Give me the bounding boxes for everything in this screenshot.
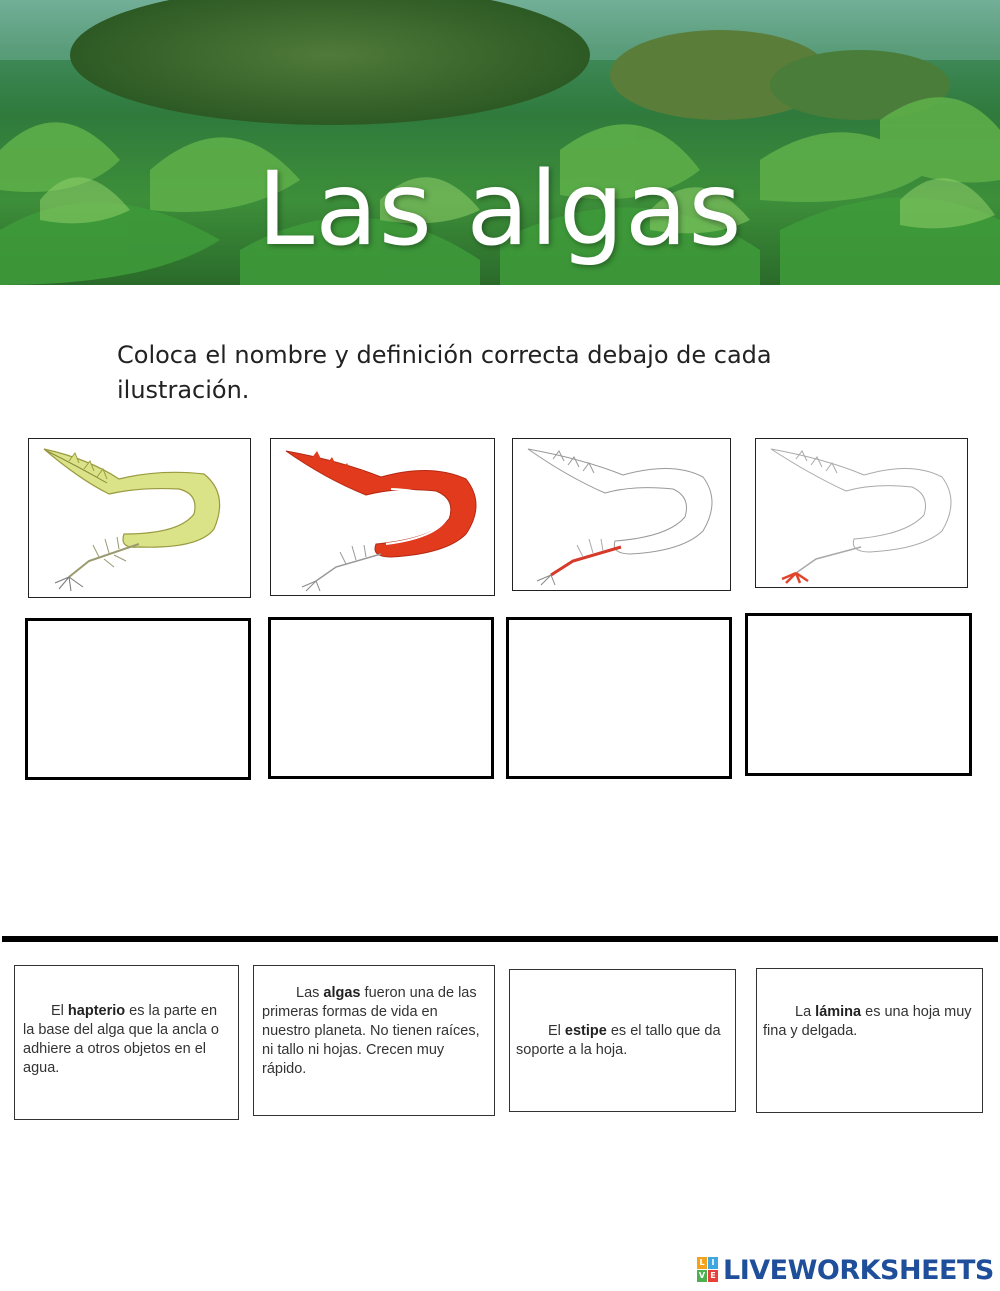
definition-card-lamina[interactable]: La lámina es una hoja muy fina y delgada.	[756, 968, 983, 1113]
term-algas: algas	[323, 985, 361, 1001]
liveworksheets-icon: L I V E	[697, 1257, 719, 1283]
illustration-holdfast	[755, 438, 968, 588]
brand-name: LIVEWORKSHEETS	[723, 1254, 994, 1286]
liveworksheets-logo	[697, 1254, 994, 1286]
definition-card-hapterio[interactable]: El hapterio es la parte en la base del alga que la ancla o adhiere a otros objetos en el agua.	[14, 965, 239, 1120]
definition-card-algas[interactable]: Las algas fueron una de las primeras formas de vida en nuestro planeta. No tienen raíces, ni tallo ni hojas. Crecen muy rápido.	[253, 965, 495, 1116]
definition-card-estipe[interactable]: El estipe es el tallo que da soporte a la hoja.	[509, 969, 736, 1112]
illustration-whole-seaweed	[28, 438, 251, 598]
answer-drop-box-2[interactable]	[268, 617, 494, 779]
section-divider	[2, 936, 998, 942]
answer-drop-box-1[interactable]	[25, 618, 251, 780]
instruction-text: Coloca el nombre y definición correcta debajo de cada ilustración.	[117, 341, 772, 404]
illustration-blade	[270, 438, 495, 596]
answer-drop-box-4[interactable]	[745, 613, 972, 776]
term-hapterio: hapterio	[67, 1003, 126, 1019]
term-estipe: estipe	[564, 1023, 607, 1039]
illustration-stipe	[512, 438, 731, 591]
term-lamina: lámina	[815, 1004, 862, 1020]
answer-drop-box-3[interactable]	[506, 617, 732, 779]
page-title: Las algas	[257, 150, 743, 269]
header-banner	[0, 0, 1000, 285]
